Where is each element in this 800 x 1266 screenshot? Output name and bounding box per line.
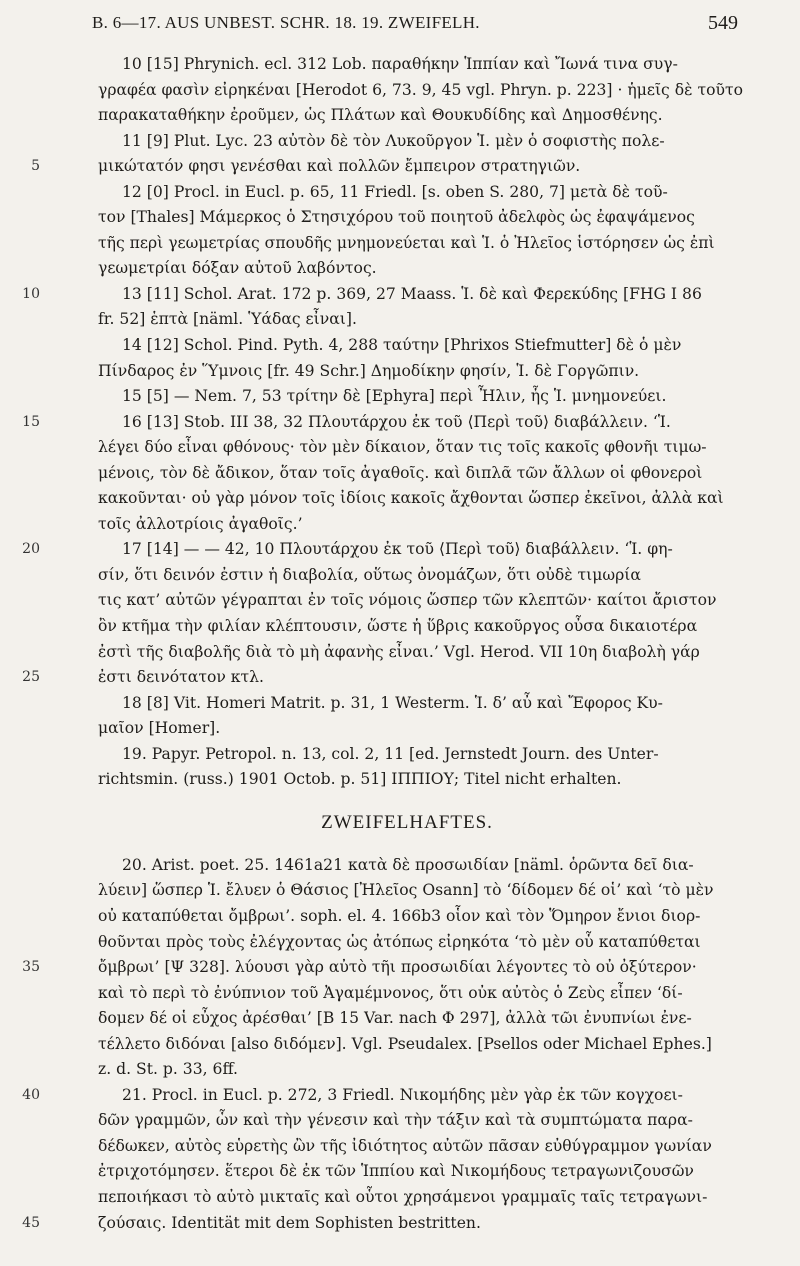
line-text: ὂν κτῆμα τὴν φιλίαν κλέπτουσιν, ὥστε ἡ ὕβρις κακοῦργος οὖσα δικαιοτέρα xyxy=(98,617,698,636)
text-line xyxy=(22,537,752,563)
line-text: ἐστι δεινότατον κτλ. xyxy=(98,668,264,687)
line-text: 18 [8] Vit. Homeri Matrit. p. 31, 1 Westerm. Ἱ. δ’ αὖ καὶ Ἔφορος Κυ- xyxy=(122,693,663,712)
line-text: ζούσαις. Identität mit dem Sophisten bestritten. xyxy=(98,1213,481,1232)
text-line xyxy=(62,691,752,717)
text-line xyxy=(62,1057,752,1083)
text-line xyxy=(62,716,752,742)
text-line xyxy=(62,205,752,231)
line-text: τον [Thales] Μάμερκος ὁ Στησιχόρου τοῦ ποιητοῦ ἀδελφὸς ὡς ἐφαψάμενος xyxy=(98,208,695,227)
text-line xyxy=(62,981,752,1007)
line-text: 17 [14] — — 42, 10 Πλουτάρχου ἐκ τοῦ ⟨Περὶ τοῦ⟩ διαβάλλειν. ‘Ἱ. φη- xyxy=(122,540,673,559)
text-line xyxy=(62,1006,752,1032)
text-line xyxy=(22,665,752,691)
text-line xyxy=(62,904,752,930)
doubtful-fragments-block xyxy=(22,853,752,1236)
text-line xyxy=(62,930,752,956)
line-text: 16 [13] Stob. III 38, 32 Πλουτάρχου ἐκ τοῦ ⟨Περὶ τοῦ⟩ διαβάλλειν. ‘Ἱ. xyxy=(122,412,671,431)
text-line xyxy=(22,282,752,308)
line-text: τις κατ’ αὐτῶν γέγραπται ἐν τοῖς νόμοις ὥσπερ τῶν κλεπτῶν· καίτοι ἄριστον xyxy=(98,591,717,610)
line-text: ἐστὶ τῆς διαβολῆς διὰ τὸ μὴ ἀφανὴς εἶναι.’ Vgl. Herod. VII 10η διαβολὴ γάρ xyxy=(98,642,700,661)
line-text: δομεν δέ οἱ εὖχος ἀρέσθαι’ [B 15 Var. nach Φ 297], ἀλλὰ τῶι ἐνυπνίωι ἐνε- xyxy=(98,1009,692,1028)
line-number: 35 xyxy=(22,959,40,976)
line-text: 19. Papyr. Petropol. n. 13, col. 2, 11 [ed. Jernstedt Journ. des Unter- xyxy=(122,744,659,763)
text-line xyxy=(62,563,752,589)
text-line xyxy=(62,512,752,538)
line-text: δῶν γραμμῶν, ὧν καὶ τὴν γένεσιν καὶ τὴν τάξιν καὶ τὰ συμπτώματα παρα- xyxy=(98,1111,693,1130)
line-text: Πίνδαρος ἐν Ὕμνοις [fr. 49 Schr.] Δημοδίκην φησίν, Ἱ. δὲ Γοργῶπιν. xyxy=(98,361,640,380)
text-line xyxy=(62,767,752,793)
running-head: B. 6—17. AUS UNBEST. SCHR. 18. 19. ZWEIFELH. xyxy=(92,13,480,32)
text-line xyxy=(62,103,752,129)
text-line xyxy=(62,1134,752,1160)
line-text: ἐτριχοτόμησεν. ἕτεροι δὲ ἐκ τῶν Ἱππίου καὶ Νικομήδους τετραγωνιζουσῶν xyxy=(98,1162,694,1181)
line-text: θοῦνται πρὸς τοὺς ἐλέγχοντας ὡς ἀτόπως εἰρηκότα ‘τὸ μὲν οὗ καταπύθεται xyxy=(98,932,701,951)
text-line xyxy=(62,359,752,385)
line-text: σίν, ὅτι δεινόν ἐστιν ἡ διαβολία, οὕτως ὀνομάζων, ὅτι οὐδὲ τιμωρία xyxy=(98,565,641,584)
line-text: οὐ καταπύθεται ὄμβρωι’. soph. el. 4. 166b3 οἷον καὶ τὸν Ὅμηρον ἔνιοι διορ- xyxy=(98,906,701,925)
text-line xyxy=(62,614,752,640)
line-text: 21. Procl. in Eucl. p. 272, 3 Friedl. Νικομήδης μὲν γὰρ ἐκ τῶν κογχοει- xyxy=(122,1085,683,1104)
text-line xyxy=(62,1108,752,1134)
line-number: 15 xyxy=(22,413,40,430)
line-number: 45 xyxy=(22,1214,40,1231)
text-line xyxy=(62,129,752,155)
line-text: ὄμβρωι’ [Ψ 328]. λύουσι γὰρ αὐτὸ τῆι προσωιδίαι λέγοντες τὸ οὐ ὀξύτερον· xyxy=(98,958,697,977)
line-text: richtsmin. (russ.) 1901 Octob. p. 51] ΙΠΠΙΟΥ; Titel nicht erhalten. xyxy=(98,770,622,789)
line-text: δέδωκεν, αὐτὸς εὑρετὴς ὢν τῆς ἰδιότητος αὐτῶν πᾶσαν εὐθύγραμμον γωνίαν xyxy=(98,1136,712,1155)
text-line xyxy=(22,1083,752,1109)
page-header xyxy=(62,8,738,38)
line-text: z. d. St. p. 33, 6ff. xyxy=(98,1060,238,1079)
text-line xyxy=(62,52,752,78)
text-line xyxy=(62,640,752,666)
line-text: μαῖον [Homer]. xyxy=(98,719,221,738)
line-text: μένοις, τὸν δὲ ἄδικον, ὅταν τοῖς ἀγαθοῖς. καὶ διπλᾶ τῶν ἄλλων οἱ φθονεροὶ xyxy=(98,463,703,482)
page-number: 549 xyxy=(708,11,738,34)
text-line xyxy=(62,256,752,282)
fragments-block xyxy=(22,52,752,793)
line-text: λέγει δύο εἶναι φθόνους· τὸν μὲν δίκαιον, ὅταν τις τοῖς κακοῖς φθονῆι τιμω- xyxy=(98,438,707,457)
line-text: 15 [5] — Nem. 7, 53 τρίτην δὲ [Ephyra] περὶ Ἦλιν, ἧς Ἱ. μνημονεύει. xyxy=(122,387,667,406)
line-text: λύειν] ὥσπερ Ἱ. ἔλυεν ὁ Θάσιος [Ἠλεῖος Osann] τὸ ‘δίδομεν δέ οἱ’ καὶ ‘τὸ μὲν xyxy=(98,881,714,900)
text-line xyxy=(62,180,752,206)
line-text: τοῖς ἀλλοτρίοις ἀγαθοῖς.’ xyxy=(98,514,303,533)
line-text: πεποιήκασι τὸ αὐτὸ μικταῖς καὶ οὗτοι χρησάμενοι γραμμαῖς ταῖς τετραγωνι- xyxy=(98,1187,708,1206)
line-number: 25 xyxy=(22,669,40,686)
line-text: παρακαταθήκην ἐροῦμεν, ὡς Πλάτων καὶ Θουκυδίδης καὶ Δημοσθένης. xyxy=(98,106,663,125)
text-line xyxy=(62,307,752,333)
line-text: 12 [0] Procl. in Eucl. p. 65, 11 Friedl. [s. oben S. 280, 7] μετὰ δὲ τοῦ- xyxy=(122,182,668,201)
text-line xyxy=(62,231,752,257)
line-text: 20. Arist. poet. 25. 1461a21 κατὰ δὲ προσωιδίαν [näml. ὁρῶντα δεῖ δια- xyxy=(122,855,694,874)
text-line xyxy=(62,1185,752,1211)
text-line xyxy=(62,742,752,768)
line-text: γραφέα φασὶν εἰρηκέναι [Herodot 6, 73. 9, 45 vgl. Phryn. p. 223] · ἡμεῖς δὲ τοῦτο xyxy=(98,80,743,99)
line-number: 40 xyxy=(22,1086,40,1103)
text-line xyxy=(62,333,752,359)
text-line xyxy=(62,435,752,461)
page-body xyxy=(22,52,752,1236)
text-line xyxy=(22,410,752,436)
text-line xyxy=(31,154,752,180)
line-text: μικώτατόν φησι γενέσθαι καὶ πολλῶν ἔμπειρον στρατηγιῶν. xyxy=(98,157,581,176)
text-line xyxy=(62,1159,752,1185)
line-text: 11 [9] Plut. Lyc. 23 αὐτὸν δὲ τὸν Λυκοῦργον Ἱ. μὲν ὁ σοφιστὴς πολε- xyxy=(122,131,665,150)
line-number: 5 xyxy=(31,158,40,175)
text-line xyxy=(62,461,752,487)
line-text: 10 [15] Phrynich. ecl. 312 Lob. παραθήκην Ἱππίαν καὶ Ἴωνά τινα συγ- xyxy=(122,55,678,73)
text-line xyxy=(62,486,752,512)
line-text: 13 [11] Schol. Arat. 172 p. 369, 27 Maass. Ἱ. δὲ καὶ Φερεκύδης [FHG I 86 xyxy=(122,284,702,303)
text-line xyxy=(62,853,752,879)
text-line xyxy=(22,955,752,981)
line-number: 10 xyxy=(22,285,40,302)
line-number: 20 xyxy=(22,541,40,558)
section-heading: ZWEIFELHAFTES. xyxy=(321,811,493,833)
line-text: γεωμετρίαι δόξαν αὐτοῦ λαβόντος. xyxy=(98,259,377,278)
text-line xyxy=(22,1211,752,1237)
text-line xyxy=(62,384,752,410)
line-text: καὶ τὸ περὶ τὸ ἐνύπνιον τοῦ Ἀγαμέμνονος, ὅτι οὐκ αὐτὸς ὁ Ζεὺς εἶπεν ‘δί- xyxy=(98,983,683,1002)
line-text: 14 [12] Schol. Pind. Pyth. 4, 288 ταύτην [Phrixos Stiefmutter] δὲ ὁ μὲν xyxy=(122,336,682,355)
line-text: fr. 52] ἑπτὰ [näml. Ὑάδας εἶναι]. xyxy=(98,310,357,329)
line-text: κακοῦνται· οὐ γὰρ μόνον τοῖς ἰδίοις κακοῖς ἄχθονται ὥσπερ ἐκεῖνοι, ἀλλὰ καὶ xyxy=(98,489,724,508)
line-text: τέλλετο διδόναι [also διδόμεν]. Vgl. Pseudalex. [Psellos oder Michael Ephes.] xyxy=(98,1034,712,1053)
text-line xyxy=(62,1032,752,1058)
text-line xyxy=(62,588,752,614)
text-line xyxy=(62,78,752,104)
text-line xyxy=(62,878,752,904)
line-text: τῆς περὶ γεωμετρίας σπουδῆς μνημονεύεται καὶ Ἱ. ὁ Ἠλεῖος ἱστόρησεν ὡς ἐπὶ xyxy=(98,233,715,252)
